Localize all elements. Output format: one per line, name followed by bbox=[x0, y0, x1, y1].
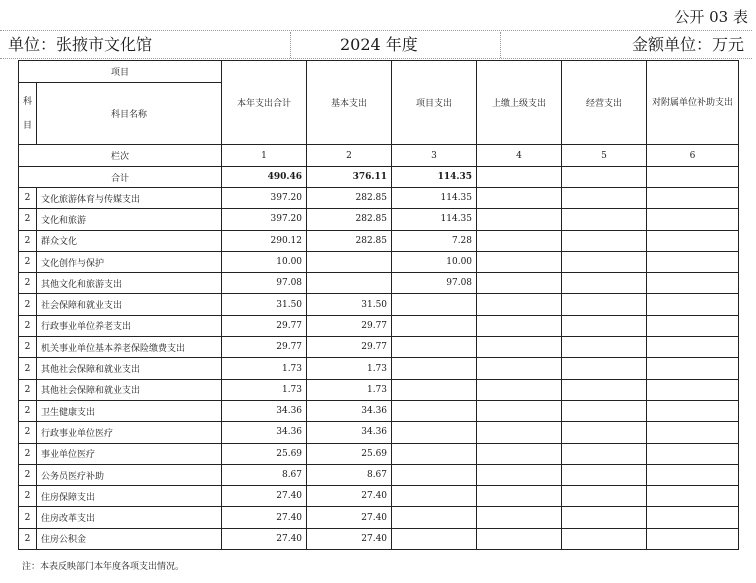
row-value: 8.67 bbox=[222, 464, 307, 485]
amount-unit-label: 金额单位：万元 bbox=[631, 35, 744, 54]
row-name: 事业单位医疗 bbox=[37, 443, 222, 464]
row-name: 行政事业单位养老支出 bbox=[37, 315, 222, 336]
row-value bbox=[392, 443, 477, 464]
row-value bbox=[562, 422, 647, 443]
row-value bbox=[647, 251, 739, 272]
row-name: 公务员医疗补助 bbox=[37, 464, 222, 485]
row-value: 8.67 bbox=[307, 464, 392, 485]
row-name: 社会保障和就业支出 bbox=[37, 294, 222, 315]
row-value bbox=[562, 379, 647, 400]
row-value: 34.36 bbox=[222, 422, 307, 443]
divider bbox=[500, 32, 501, 58]
row-value bbox=[562, 443, 647, 464]
row-value bbox=[392, 315, 477, 336]
row-value bbox=[477, 251, 562, 272]
row-value: 1.73 bbox=[222, 358, 307, 379]
row-code: 2 bbox=[19, 188, 37, 209]
col-num: 2 bbox=[307, 145, 392, 167]
row-value bbox=[477, 422, 562, 443]
row-value: 25.69 bbox=[222, 443, 307, 464]
row-value bbox=[647, 273, 739, 294]
row-value: 1.73 bbox=[307, 379, 392, 400]
row-value bbox=[477, 230, 562, 251]
row-value: 27.40 bbox=[307, 507, 392, 528]
row-value bbox=[647, 188, 739, 209]
table-row bbox=[19, 400, 739, 421]
row-value: 397.20 bbox=[222, 188, 307, 209]
row-value bbox=[392, 358, 477, 379]
row-code: 2 bbox=[19, 486, 37, 507]
table-row bbox=[19, 337, 739, 358]
row-value bbox=[477, 294, 562, 315]
table-row bbox=[19, 209, 739, 230]
table-row bbox=[19, 358, 739, 379]
row-value: 34.36 bbox=[307, 422, 392, 443]
row-value: 282.85 bbox=[307, 188, 392, 209]
row-code: 2 bbox=[19, 507, 37, 528]
table-row bbox=[19, 443, 739, 464]
row-value bbox=[562, 209, 647, 230]
row-value: 29.77 bbox=[222, 337, 307, 358]
row-value: 27.40 bbox=[222, 528, 307, 549]
row-value bbox=[392, 337, 477, 358]
row-name: 住房保障支出 bbox=[37, 486, 222, 507]
table-row bbox=[19, 528, 739, 549]
row-name: 其他社会保障和就业支出 bbox=[37, 358, 222, 379]
total-cell bbox=[477, 167, 562, 188]
row-value bbox=[477, 528, 562, 549]
row-value: 27.40 bbox=[307, 528, 392, 549]
row-value bbox=[477, 315, 562, 336]
row-value: 282.85 bbox=[307, 230, 392, 251]
row-value bbox=[647, 358, 739, 379]
total-cell: 490.46 bbox=[222, 167, 307, 188]
code-header: 科 目 bbox=[19, 83, 37, 145]
row-value: 114.35 bbox=[392, 188, 477, 209]
table-row bbox=[19, 273, 739, 294]
col-num: 3 bbox=[392, 145, 477, 167]
row-name: 机关事业单位基本养老保险缴费支出 bbox=[37, 337, 222, 358]
col-header-subsidy bbox=[647, 61, 739, 145]
row-value: 25.69 bbox=[307, 443, 392, 464]
lanci-label: 栏次 bbox=[19, 145, 222, 167]
row-code: 2 bbox=[19, 443, 37, 464]
row-code: 2 bbox=[19, 230, 37, 251]
col-header-subsidy-text: 对附属单位补助支出 bbox=[652, 97, 734, 108]
row-code: 2 bbox=[19, 464, 37, 485]
row-value bbox=[477, 400, 562, 421]
unit-label: 单位：张掖市文化馆 bbox=[8, 35, 153, 54]
col-header-total: 本年支出合计 bbox=[222, 61, 307, 145]
row-value: 29.77 bbox=[222, 315, 307, 336]
row-value bbox=[562, 507, 647, 528]
row-value bbox=[477, 379, 562, 400]
row-value: 34.36 bbox=[307, 400, 392, 421]
row-value bbox=[392, 528, 477, 549]
row-value bbox=[562, 528, 647, 549]
row-code: 2 bbox=[19, 315, 37, 336]
table-row bbox=[19, 294, 739, 315]
table-row bbox=[19, 230, 739, 251]
title-bar bbox=[0, 6, 752, 31]
divider bbox=[290, 32, 291, 58]
row-code: 2 bbox=[19, 400, 37, 421]
table-row bbox=[19, 422, 739, 443]
row-code: 2 bbox=[19, 379, 37, 400]
table-row bbox=[19, 507, 739, 528]
row-value bbox=[477, 188, 562, 209]
row-value bbox=[392, 422, 477, 443]
col-num: 4 bbox=[477, 145, 562, 167]
row-value bbox=[392, 507, 477, 528]
table-row bbox=[19, 464, 739, 485]
row-value bbox=[562, 294, 647, 315]
row-value bbox=[477, 209, 562, 230]
table-row bbox=[19, 188, 739, 209]
row-name: 文化旅游体育与传媒支出 bbox=[37, 188, 222, 209]
row-value: 29.77 bbox=[307, 315, 392, 336]
row-value: 1.73 bbox=[307, 358, 392, 379]
row-value bbox=[392, 379, 477, 400]
total-cell: 376.11 bbox=[307, 167, 392, 188]
year-label: 2024 年度 bbox=[340, 35, 418, 54]
row-value bbox=[647, 528, 739, 549]
col-header-operation: 经营支出 bbox=[562, 61, 647, 145]
row-value: 31.50 bbox=[307, 294, 392, 315]
row-value: 27.40 bbox=[222, 486, 307, 507]
total-row bbox=[19, 167, 739, 188]
table-row bbox=[19, 379, 739, 400]
col-num: 1 bbox=[222, 145, 307, 167]
row-value bbox=[562, 230, 647, 251]
row-value bbox=[647, 464, 739, 485]
col-num: 6 bbox=[647, 145, 739, 167]
name-header: 科目名称 bbox=[37, 83, 222, 145]
row-name: 住房公积金 bbox=[37, 528, 222, 549]
row-value bbox=[477, 486, 562, 507]
row-value bbox=[647, 230, 739, 251]
row-value bbox=[392, 464, 477, 485]
table-row bbox=[19, 315, 739, 336]
row-value: 97.08 bbox=[222, 273, 307, 294]
row-value bbox=[647, 379, 739, 400]
row-value bbox=[647, 337, 739, 358]
row-value bbox=[392, 294, 477, 315]
unit-row bbox=[0, 32, 752, 59]
row-value bbox=[647, 443, 739, 464]
row-value: 7.28 bbox=[392, 230, 477, 251]
row-name: 文化和旅游 bbox=[37, 209, 222, 230]
row-name: 住房改革支出 bbox=[37, 507, 222, 528]
form-number: 公开 03 表 bbox=[674, 8, 748, 26]
col-header-basic: 基本支出 bbox=[307, 61, 392, 145]
row-name: 卫生健康支出 bbox=[37, 400, 222, 421]
row-value bbox=[562, 400, 647, 421]
row-value bbox=[562, 188, 647, 209]
row-value bbox=[562, 315, 647, 336]
col-header-project: 项目支出 bbox=[392, 61, 477, 145]
row-value: 397.20 bbox=[222, 209, 307, 230]
row-value bbox=[477, 358, 562, 379]
row-value bbox=[477, 464, 562, 485]
row-value: 27.40 bbox=[222, 507, 307, 528]
row-value bbox=[392, 400, 477, 421]
row-value bbox=[307, 273, 392, 294]
row-value bbox=[647, 422, 739, 443]
total-cell: 114.35 bbox=[392, 167, 477, 188]
row-value: 10.00 bbox=[222, 251, 307, 272]
row-value: 31.50 bbox=[222, 294, 307, 315]
row-code: 2 bbox=[19, 251, 37, 272]
row-value bbox=[392, 486, 477, 507]
row-code: 2 bbox=[19, 422, 37, 443]
row-name: 群众文化 bbox=[37, 230, 222, 251]
row-code: 2 bbox=[19, 273, 37, 294]
row-code: 2 bbox=[19, 294, 37, 315]
row-code: 2 bbox=[19, 528, 37, 549]
row-value bbox=[647, 209, 739, 230]
row-value: 114.35 bbox=[392, 209, 477, 230]
item-header: 项目 bbox=[19, 61, 222, 83]
row-value: 34.36 bbox=[222, 400, 307, 421]
row-value bbox=[477, 273, 562, 294]
footnote: 注：本表反映部门本年度各项支出情况。 bbox=[22, 562, 185, 572]
row-value: 97.08 bbox=[392, 273, 477, 294]
row-code: 2 bbox=[19, 209, 37, 230]
row-value bbox=[647, 507, 739, 528]
row-value bbox=[647, 294, 739, 315]
row-value: 282.85 bbox=[307, 209, 392, 230]
expenditure-table bbox=[18, 60, 739, 550]
header-row-1 bbox=[19, 61, 739, 83]
row-value bbox=[562, 337, 647, 358]
row-name: 文化创作与保护 bbox=[37, 251, 222, 272]
row-value bbox=[647, 315, 739, 336]
row-value bbox=[647, 486, 739, 507]
row-value: 10.00 bbox=[392, 251, 477, 272]
row-code: 2 bbox=[19, 337, 37, 358]
row-value bbox=[562, 251, 647, 272]
row-value bbox=[562, 464, 647, 485]
row-value: 29.77 bbox=[307, 337, 392, 358]
total-cell bbox=[562, 167, 647, 188]
row-value bbox=[477, 507, 562, 528]
row-value: 1.73 bbox=[222, 379, 307, 400]
total-label: 合计 bbox=[19, 167, 222, 188]
lanci-row bbox=[19, 145, 739, 167]
row-value bbox=[477, 443, 562, 464]
total-cell bbox=[647, 167, 739, 188]
row-code: 2 bbox=[19, 358, 37, 379]
col-num: 5 bbox=[562, 145, 647, 167]
table-row bbox=[19, 486, 739, 507]
table-row bbox=[19, 251, 739, 272]
row-value bbox=[477, 337, 562, 358]
row-name: 其他社会保障和就业支出 bbox=[37, 379, 222, 400]
col-header-superior: 上缴上级支出 bbox=[477, 61, 562, 145]
row-value bbox=[307, 251, 392, 272]
row-value: 290.12 bbox=[222, 230, 307, 251]
row-value: 27.40 bbox=[307, 486, 392, 507]
row-value bbox=[647, 400, 739, 421]
row-value bbox=[562, 273, 647, 294]
row-name: 其他文化和旅游支出 bbox=[37, 273, 222, 294]
row-value bbox=[562, 358, 647, 379]
row-value bbox=[562, 486, 647, 507]
row-name: 行政事业单位医疗 bbox=[37, 422, 222, 443]
